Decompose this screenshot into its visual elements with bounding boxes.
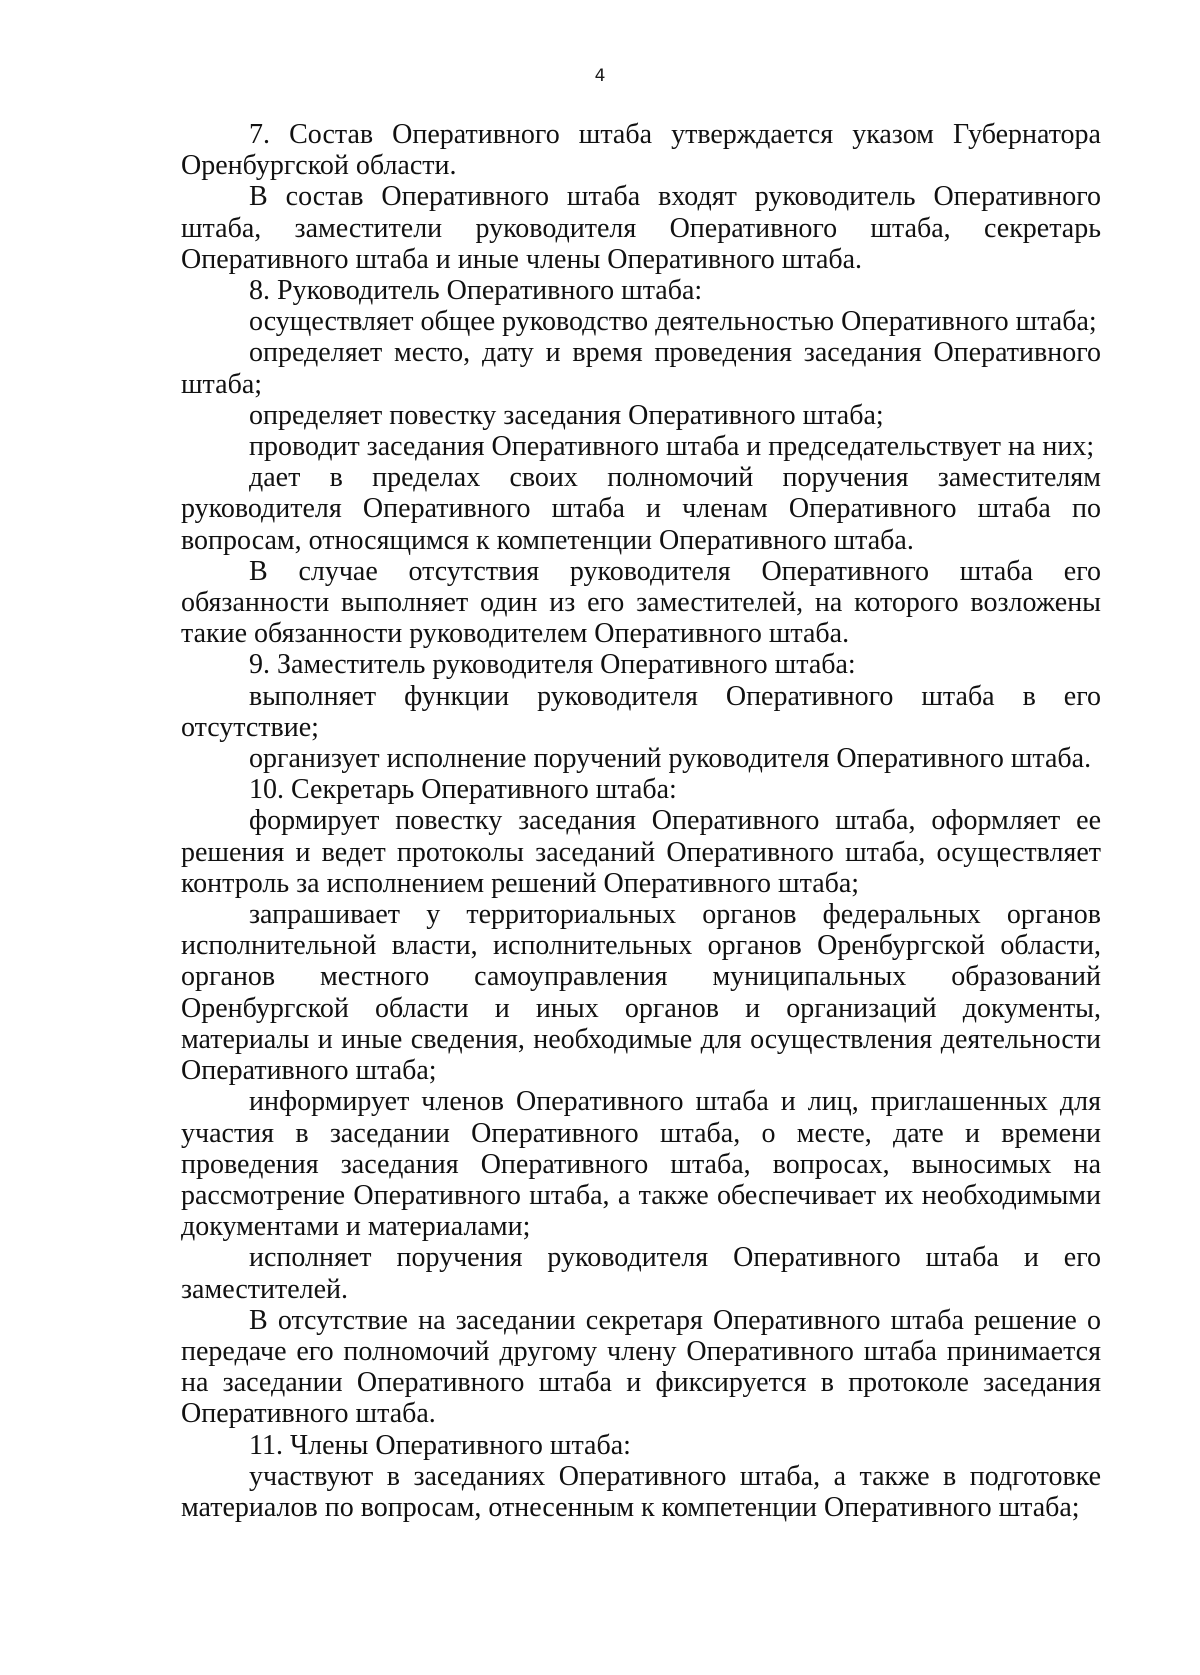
paragraph: дает в пределах своих полномочий поручения заместителям руководителя Оперативного штаба и членам Оперативного штаба по вопросам, относящимся к компетенции Оперативного штаба. — [181, 462, 1101, 556]
document-body — [181, 119, 1101, 1523]
paragraph: 8. Руководитель Оперативного штаба: — [249, 275, 703, 307]
paragraph: исполняет поручения руководителя Оперативного штаба и его заместителей. — [181, 1242, 1101, 1305]
paragraph: организует исполнение поручений руководителя Оперативного штаба. — [249, 743, 1092, 775]
paragraph: 10. Секретарь Оперативного штаба: — [249, 774, 677, 806]
paragraph: В состав Оперативного штаба входят руководитель Оперативного штаба, заместители руководителя Оперативного штаба, секретарь Оперативного штаба и иные члены Оперативного штаба. — [181, 181, 1101, 275]
paragraph: определяет место, дату и время проведения заседания Оперативного штаба; — [181, 337, 1101, 400]
paragraph: 11. Члены Оперативного штаба: — [249, 1429, 631, 1461]
paragraph: участвуют в заседаниях Оперативного штаба, а также в подготовке материалов по вопросам, отнесенным к компетенции Оперативного штаба; — [181, 1460, 1101, 1523]
paragraph: выполняет функции руководителя Оперативного штаба в его отсутствие; — [181, 680, 1101, 743]
paragraph: 9. Заместитель руководителя Оперативного штаба: — [249, 649, 856, 681]
paragraph: В случае отсутствия руководителя Оперативного штаба его обязанности выполняет один из его заместителей, на которого возложены такие обязанности руководителем Оперативного штаба. — [181, 555, 1101, 650]
paragraph: определяет повестку заседания Оперативного штаба; — [249, 399, 884, 431]
paragraph: 7. Состав Оперативного штаба утверждается указом Губернатора Оренбургской области. — [181, 119, 1101, 182]
paragraph: запрашивает у территориальных органов федеральных органов исполнительной власти, исполнительных органов Оренбургской области, органов местного самоуправления муниципальных образований Оренбургской области и иных органов и организаций документы, материалы и иные сведения, необходимые для осуществления деятельности Оперативного штаба; — [181, 899, 1101, 1087]
paragraph: информирует членов Оперативного штаба и лиц, приглашенных для участия в заседании Оперативного штаба, о месте, дате и времени проведения заседания Оперативного штаба, вопросах, выносимых на рассмотрение Оперативного штаба, а также обеспечивает их необходимыми документами и материалами; — [181, 1086, 1101, 1243]
page-number: 4 — [594, 66, 606, 86]
paragraph: формирует повестку заседания Оперативного штаба, оформляет ее решения и ведет протоколы заседаний Оперативного штаба, осуществляет контроль за исполнением решений Оперативного штаба; — [181, 805, 1101, 899]
paragraph: осуществляет общее руководство деятельностью Оперативного штаба; — [249, 306, 1097, 338]
paragraph: В отсутствие на заседании секретаря Оперативного штаба решение о передаче его полномочий другому члену Оперативного штаба принимается на заседании Оперативного штаба и фиксируется в протоколе заседания Оперативного штаба. — [181, 1304, 1101, 1430]
paragraph: проводит заседания Оперативного штаба и председательствует на них; — [249, 431, 1095, 463]
